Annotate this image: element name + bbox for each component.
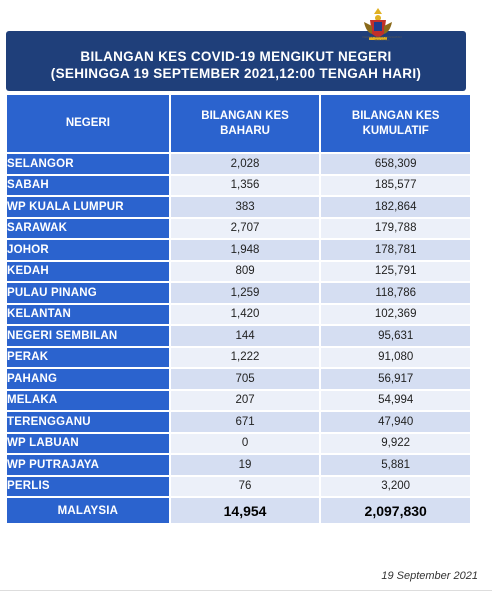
state-name-cell: JOHOR xyxy=(7,240,169,260)
cumulative-cases-cell: 178,781 xyxy=(321,240,470,260)
table-header-row xyxy=(7,95,470,152)
table-row xyxy=(7,176,470,196)
total-cumulative-cases: 2,097,830 xyxy=(321,498,470,523)
cumulative-cases-cell: 47,940 xyxy=(321,412,470,432)
cumulative-cases-cell: 125,791 xyxy=(321,262,470,282)
cumulative-cases-cell: 9,922 xyxy=(321,434,470,454)
new-cases-cell: 144 xyxy=(171,326,320,346)
table-row xyxy=(7,477,470,497)
state-name-cell: NEGERI SEMBILAN xyxy=(7,326,169,346)
state-name-cell: MELAKA xyxy=(7,391,169,411)
new-cases-cell: 2,028 xyxy=(171,154,320,174)
table-row xyxy=(7,369,470,389)
cumulative-cases-cell: 3,200 xyxy=(321,477,470,497)
new-cases-cell: 671 xyxy=(171,412,320,432)
state-name-cell: PAHANG xyxy=(7,369,169,389)
cumulative-cases-cell: 185,577 xyxy=(321,176,470,196)
table-row xyxy=(7,326,470,346)
cumulative-cases-cell: 182,864 xyxy=(321,197,470,217)
state-name-cell: TERENGGANU xyxy=(7,412,169,432)
table-row xyxy=(7,455,470,475)
new-cases-cell: 0 xyxy=(171,434,320,454)
state-name-cell: KEDAH xyxy=(7,262,169,282)
column-header-new-cases-label: BILANGAN KES BAHARU xyxy=(201,109,289,137)
table-row xyxy=(7,219,470,239)
table-row xyxy=(7,262,470,282)
new-cases-cell: 1,420 xyxy=(171,305,320,325)
column-header-cumulative-cases-label: BILANGAN KES KUMULATIF xyxy=(351,109,440,137)
column-header-new-cases xyxy=(171,95,320,152)
new-cases-cell: 705 xyxy=(171,369,320,389)
state-name-cell: KELANTAN xyxy=(7,305,169,325)
covid-cases-table xyxy=(5,93,472,525)
table-row xyxy=(7,197,470,217)
table-row xyxy=(7,434,470,454)
column-header-state: NEGERI xyxy=(7,95,169,152)
table-row xyxy=(7,283,470,303)
crest-caption: KEMENTERIAN KESIHATAN MALAYSIA xyxy=(362,35,402,42)
table-row xyxy=(7,305,470,325)
state-name-cell: WP LABUAN xyxy=(7,434,169,454)
cumulative-cases-cell: 658,309 xyxy=(321,154,470,174)
new-cases-cell: 1,356 xyxy=(171,176,320,196)
state-name-cell: SARAWAK xyxy=(7,219,169,239)
cumulative-cases-cell: 5,881 xyxy=(321,455,470,475)
cumulative-cases-cell: 91,080 xyxy=(321,348,470,368)
table-row xyxy=(7,240,470,260)
cumulative-cases-cell: 54,994 xyxy=(321,391,470,411)
new-cases-cell: 1,222 xyxy=(171,348,320,368)
table-row xyxy=(7,154,470,174)
total-label: MALAYSIA xyxy=(7,498,169,523)
table-row xyxy=(7,348,470,368)
state-name-cell: WP PUTRAJAYA xyxy=(7,455,169,475)
state-name-cell: PERAK xyxy=(7,348,169,368)
page-subtitle: (SEHINGGA 19 SEPTEMBER 2021,12:00 TENGAH HARI) xyxy=(50,66,422,81)
state-name-cell: SELANGOR xyxy=(7,154,169,174)
cumulative-cases-cell: 179,788 xyxy=(321,219,470,239)
state-name-cell: PERLIS xyxy=(7,477,169,497)
total-row xyxy=(7,498,470,523)
new-cases-cell: 207 xyxy=(171,391,320,411)
column-header-cumulative-cases xyxy=(321,95,470,152)
state-name-cell: PULAU PINANG xyxy=(7,283,169,303)
table-row xyxy=(7,391,470,411)
new-cases-cell: 383 xyxy=(171,197,320,217)
page-title: BILANGAN KES COVID-19 MENGIKUT NEGERI xyxy=(80,49,392,64)
new-cases-cell: 1,259 xyxy=(171,283,320,303)
state-name-cell: WP KUALA LUMPUR xyxy=(7,197,169,217)
new-cases-cell: 76 xyxy=(171,477,320,497)
bottom-divider xyxy=(0,590,492,591)
new-cases-cell: 2,707 xyxy=(171,219,320,239)
new-cases-cell: 19 xyxy=(171,455,320,475)
new-cases-cell: 809 xyxy=(171,262,320,282)
cumulative-cases-cell: 118,786 xyxy=(321,283,470,303)
cumulative-cases-cell: 56,917 xyxy=(321,369,470,389)
footer-date: 19 September 2021 xyxy=(381,570,478,582)
new-cases-cell: 1,948 xyxy=(171,240,320,260)
table-row xyxy=(7,412,470,432)
total-new-cases: 14,954 xyxy=(171,498,320,523)
cumulative-cases-cell: 95,631 xyxy=(321,326,470,346)
cumulative-cases-cell: 102,369 xyxy=(321,305,470,325)
state-name-cell: SABAH xyxy=(7,176,169,196)
